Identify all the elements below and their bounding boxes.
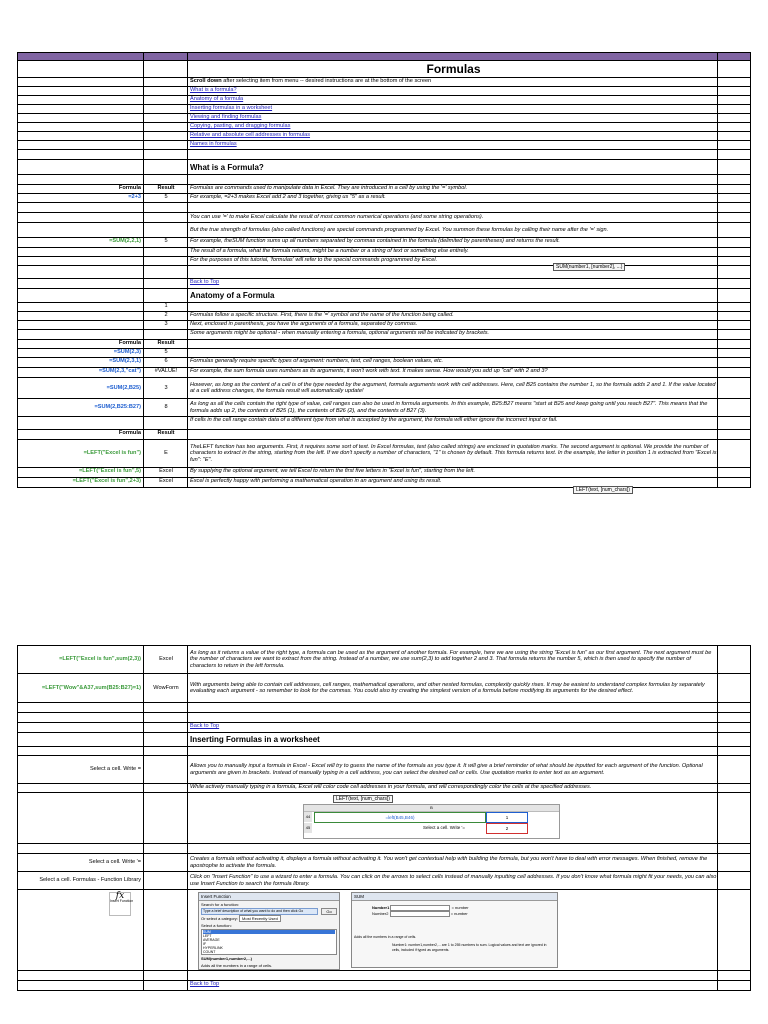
what-p1: You can use '=' to make Excel calculate the result of most common numerical operations (and some string operations). — [188, 213, 718, 222]
args-number1-label: Number1 — [372, 905, 390, 911]
left-tooltip: LEFT(text, [num_chars]) — [573, 486, 633, 494]
page-title: Formulas — [188, 61, 718, 77]
insert-function-dialog — [198, 892, 340, 970]
args-dialog-title: SUM — [352, 893, 557, 901]
scroll-row — [18, 78, 750, 87]
step-text: Next, enclosed in parenthesis, you have the arguments of a formula, separated by commas. — [188, 321, 718, 329]
function-list-item[interactable]: COUNT — [203, 950, 216, 954]
b27-explanation: As long as all the cells contain the right type of value, cell ranges can also be used in formula arguments. In this example, B25:B27 means "start at B25 and keep going until you reach B27". This means that the formula adds up 2, the contents of B25 (1), the contents of B26 (2), and the contents of B27 (3). — [188, 399, 718, 416]
manual-input-text: Allows you to manually input a formula in Excel - Excel will try to guess the name of the formula as you type it. It will give a brief reminder of what should be inputted for each argument of the function. Optional arguments are given in brackets. Instead of manually typing in a cell address, you can select the desired cell or cells. Use quotation marks to enter text as an argument. — [188, 756, 718, 783]
back-to-top-link[interactable]: Back to Top — [190, 723, 220, 729]
what-intro-text: Formulas are commands used to manipulate data in Excel. They are introduced in a cell by using the '=' symbol. — [188, 185, 718, 193]
explanation-cell: Formulas generally require specific types of argument: numbers, text, cell ranges, boolean values, etc. — [188, 358, 718, 367]
args-dialog-description: Adds all the numbers in a range of cells. — [354, 935, 417, 939]
result-cell: 5 — [145, 194, 188, 202]
b25-explanation: However, as long as the content of a cell is of the type needed by the argument, formula arguments work with cell addresses. Here, cell B25 contains the number 1, so the formula adds 2 and 1. If the value located at a cell address changes, the formula result will automatically update! — [188, 378, 718, 398]
menu-link-copying[interactable]: Copying, pasting, and dragging formulas — [190, 123, 291, 129]
title-row — [18, 61, 750, 78]
color-code-text: While actively manually typing in a formula, Excel will color code cell addresses in your formula, and will correspondingly color the cells at the specified addresses. — [188, 784, 718, 792]
function-list-item[interactable]: LEFT — [203, 934, 212, 938]
dialog-description: Adds all the numbers in a range of cells. — [201, 963, 273, 968]
dialog-function-list — [201, 929, 337, 955]
dialog-category-label: Or select a category: — [201, 916, 238, 921]
left-tooltip: LEFT(text, [num_chars]) — [333, 795, 393, 803]
demo-row-44: 44 — [304, 812, 312, 822]
dialog-go-button[interactable]: Go — [321, 908, 337, 915]
formula-cell-nested[interactable]: =LEFT("Excel is fun",sum(2,3)) — [18, 646, 144, 673]
dialog-search-input[interactable]: Type a brief description of what you want to do and then click Go — [201, 908, 318, 915]
formula-cell[interactable]: =SUM(2,3,1) — [18, 358, 144, 367]
function-list-item[interactable]: AVERAGE — [203, 938, 220, 942]
demo-row-45: 45 — [304, 823, 312, 833]
section-title-what: What is a Formula? — [188, 160, 718, 174]
result-cell: #VALUE! — [145, 368, 188, 377]
result-cell-nested: Excel — [145, 646, 188, 673]
menu-link-relative[interactable]: Relative and absolute cell addresses in formulas — [190, 132, 311, 138]
demo-value-1: 1 — [486, 812, 528, 823]
range-text: If cells in the cell range contain data of a different type from what is accepted by the argument, the formula will either ignore the incorrect input or fail. — [188, 417, 718, 429]
instruction-cell: Select a cell. Formulas - Function Library — [18, 872, 144, 889]
section-what-header — [18, 160, 750, 175]
args-dialog-detail: Number1: number1,number2,... are 1 to 255 numbers to sum. Logical values and text are ignored in cells, included if typed as arguments. — [392, 943, 547, 952]
col-header-formula: Formula — [18, 430, 144, 439]
sum-tooltip: SUM(number1, [number2], ...) — [553, 263, 625, 271]
demo-value-2: 2 — [486, 823, 528, 834]
section-title-anatomy: Anatomy of a Formula — [188, 289, 718, 302]
scroll-down-label: Scroll down — [190, 78, 222, 84]
formula-cell[interactable]: =2+3 — [18, 194, 144, 202]
result-cell-left5: Excel — [145, 468, 188, 477]
scroll-down-text: after selecting item from menu -- desired instructions are at the bottom of the screen — [221, 78, 432, 84]
wow-explanation: With arguments being able to contain cell addresses, cell ranges, mathematical operations, and other nested formulas, complexity quickly rises. It may be easiest to understand complex formulas by separately evaluating each argument - so remember to look for the commas. You could also try creating the simplest version of a formula before modifying its arguments for the desired effect. — [188, 674, 718, 702]
demo-column-header: B — [304, 805, 559, 812]
demo-cell-text: Select a cell. Write '= — [423, 825, 465, 830]
result-cell-wow: WowForm — [145, 674, 188, 702]
function-list-item[interactable]: IF — [203, 942, 207, 946]
purposes-text: For the purposes of this tutorial, 'formulas' will refer to the special commands programmed by Excel. — [188, 257, 718, 265]
function-arguments-dialog — [351, 892, 558, 968]
instruction-cell: Select a cell. Write = — [18, 756, 144, 783]
sheet-page-2 — [17, 645, 751, 991]
left-explanation: TheLEFT function has two arguments. First, it requires some sort of text. In Excel formulas, text (also called strings) are enclosed in quotation marks. The second argument is optional. We provide the number of characters to extract in the string, starting from the left. If we don't specify a number of characters, "1" is chosen by default. This formula returns text. In the example, the letter in position 1 is extracted from "Excel is fun": "E". — [188, 440, 718, 467]
sum-explanation: For example, theSUM function sums up all numbers separated by commas contained in the formula (delimited by parentheses) and returns the result. — [188, 238, 718, 247]
formula-cell-sum[interactable]: =SUM(2,2,1) — [18, 238, 144, 247]
back-to-top-link[interactable]: Back to Top — [190, 279, 220, 285]
col-header-formula: Formula — [18, 185, 144, 193]
result-cell-b27: 8 — [145, 399, 188, 416]
dialog-category-select[interactable]: Most Recently Used — [239, 915, 281, 922]
dialog-select-label: Select a function: — [201, 923, 232, 928]
insert-function-caption: Insert Function — [110, 899, 134, 904]
args-number2-label: Number2 — [372, 911, 389, 917]
instruction-cell: Select a cell. Write '= — [18, 854, 144, 871]
demo-row — [18, 793, 750, 844]
menu-link-what-is[interactable]: What is a formula? — [190, 87, 237, 93]
apostrophe-text: Creates a formula without activating it, displays a formula without activating it. You won't get contextual help with building the formula, but you won't have to deal with error messages. When finished, remove the apostrophe to activate the formula. — [188, 854, 718, 871]
args-number2-input[interactable] — [390, 911, 450, 917]
menu-link-viewing[interactable]: Viewing and finding formulas — [190, 114, 262, 120]
args-number2-value: = number — [450, 911, 468, 917]
explanation-cell: For example, the sum formula uses numbers as its arguments, it won't work with text. It makes sense. How would you add up "cat" with 2 and 3? — [188, 368, 718, 377]
sheet-page-1 — [17, 52, 751, 493]
dialog-row — [18, 890, 750, 971]
left5-explanation: By supplying the optional argument, we tell Excel to return the first five letters in "Excel is fun", starting from the left. — [188, 468, 718, 477]
args-number1-value: = number — [451, 905, 469, 911]
explanation-cell: For example, =2+3 makes Excel add 2 and 3 together, giving us "5" as a result. — [188, 194, 718, 202]
col-header-result: Result — [145, 185, 188, 193]
formula-cell-left23[interactable]: =LEFT("Excel is fun",2+3) — [18, 478, 144, 487]
nested-explanation: As long as it returns a value of the right type, a formula can be used as the argument of another formula. For example, here we are using the string "Excel is fun" as our first argument. The next argument must be the number of characters we want to extract from the string. Instead of a number, we use sum(2,3) to add together 2 and 3. That formula returns the number 5, which is then used to specify the number of characters to return in the left formula. — [188, 646, 718, 673]
step-number: 3 — [145, 321, 188, 329]
dialog-signature: SUM(number1,number2,...) — [201, 956, 252, 961]
insert-function-text: Click on "Insert Function" to use a wizard to enter a formula. You can click on the arrows to select cells instead of manually inputting cell addresses. If you don't know what formula might fit your needs, you can also use Insert Function to search the formula library. — [188, 872, 718, 889]
demo-grid — [303, 804, 560, 839]
section-title-inserting: Inserting Formulas in a worksheet — [188, 733, 718, 746]
function-list-item[interactable]: HYPERLINK — [203, 946, 223, 950]
step-number: 1 — [145, 303, 188, 311]
result-cell: 6 — [145, 358, 188, 367]
header-bar-row — [18, 53, 750, 61]
result-cell-left: E — [145, 440, 188, 467]
formula-cell-wow[interactable]: =LEFT("Wow"&A37,sum(B25:B27)=1) — [18, 674, 144, 702]
result-cell-sum: 5 — [145, 238, 188, 247]
what-p2: But the true strength of formulas (also called functions) are special commands programmed by Excel. You summon these formulas by calling their name after the '=' sign. — [188, 223, 718, 237]
result-cell-left23: Excel — [145, 478, 188, 487]
formula-cell-left[interactable]: =LEFT("Excel is fun") — [18, 440, 144, 467]
step-text — [188, 303, 718, 311]
result-cell-b25: 3 — [145, 378, 188, 398]
left23-explanation: Excel is perfectly happy with performing a mathematical operation in an argument and using its result. — [188, 478, 718, 487]
result-cell: 5 — [145, 349, 188, 357]
formula-cell-b25[interactable]: =SUM(2,B25) — [18, 378, 144, 398]
insert-function-button[interactable] — [109, 891, 134, 916]
col-header-result: Result — [145, 430, 188, 439]
formula-cell-left5[interactable]: =LEFT("Excel is fun",5) — [18, 468, 144, 477]
back-to-top-link[interactable]: Back to Top — [190, 981, 220, 987]
formula-cell[interactable]: =SUM(2,3,"cat") — [18, 368, 144, 377]
demo-formula-cell[interactable]: =left(B45,B46) — [314, 812, 486, 823]
returns-text: The result of a formula, what the formula returns, might be a number or a string of text or something else entirely. — [188, 248, 718, 256]
menu-link-inserting[interactable]: Inserting formulas in a worksheet — [190, 105, 273, 111]
menu-link-names[interactable]: Names in formulas — [190, 141, 237, 147]
step-text: Formulas follow a specific structure. First, there is the '=' symbol and the name of the function being called. — [188, 312, 718, 320]
optional-args-text: Some arguments might be optional - when manually entering a formula, optional arguments will be indicated by brackets. — [188, 330, 718, 339]
function-list-item[interactable]: SUM — [203, 930, 335, 934]
col-header-formula: Formula — [18, 340, 144, 348]
fx-icon: fx — [115, 891, 125, 901]
menu-link-anatomy[interactable]: Anatomy of a formula — [190, 96, 244, 102]
col-header-result: Result — [145, 340, 188, 348]
step-number: 2 — [145, 312, 188, 320]
dialog-search-label: Search for a function: — [201, 902, 240, 907]
formula-cell[interactable]: =SUM(2,3) — [18, 349, 144, 357]
dialog-title: Insert Function — [199, 893, 339, 901]
formula-cell-b27[interactable]: =SUM(2,B25:B27) — [18, 399, 144, 416]
